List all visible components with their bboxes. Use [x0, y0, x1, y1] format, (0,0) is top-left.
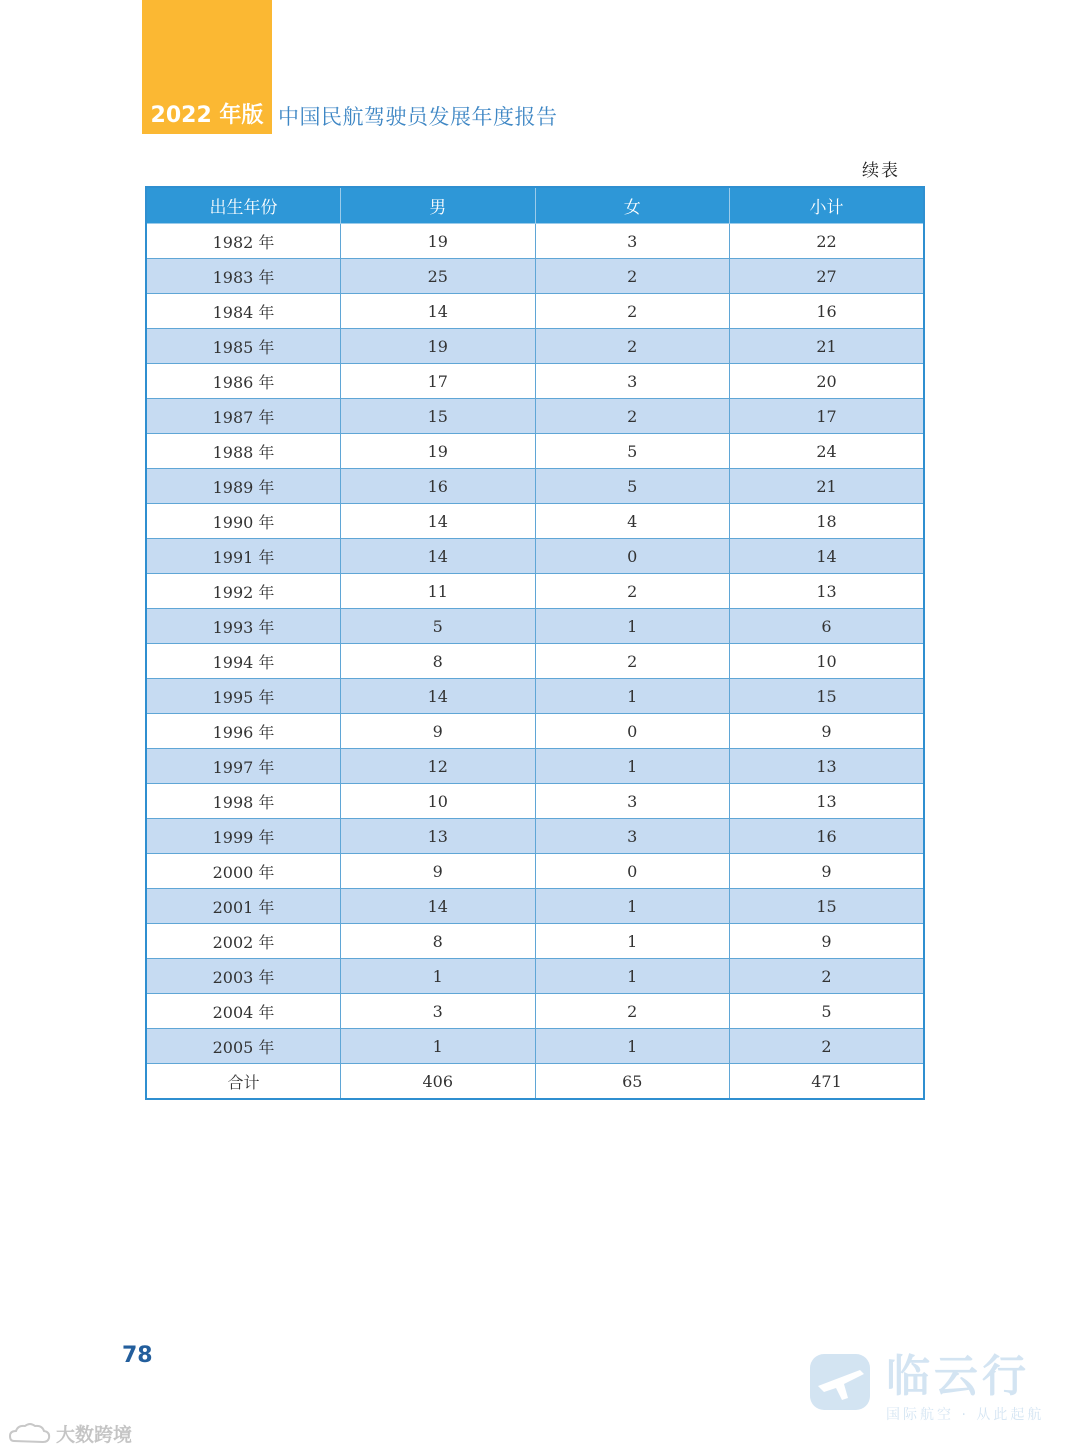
- female-count-cell: 5: [535, 434, 730, 469]
- subtotal-cell: 27: [730, 259, 925, 294]
- male-count-cell: 1: [341, 959, 536, 994]
- table-row: [146, 294, 924, 329]
- male-count-cell: 13: [341, 819, 536, 854]
- male-count-cell: 12: [341, 749, 536, 784]
- table-body: [146, 224, 924, 1100]
- female-count-cell: 65: [535, 1064, 730, 1100]
- subtotal-cell: 9: [730, 924, 925, 959]
- table-total-row: [146, 1064, 924, 1100]
- female-count-cell: 3: [535, 224, 730, 259]
- table-row: [146, 784, 924, 819]
- table-row: [146, 504, 924, 539]
- table-row: [146, 714, 924, 749]
- male-count-cell: 16: [341, 469, 536, 504]
- table-row: [146, 819, 924, 854]
- subtotal-cell: 13: [730, 574, 925, 609]
- subtotal-cell: 15: [730, 679, 925, 714]
- subtotal-cell: 5: [730, 994, 925, 1029]
- table-row: [146, 854, 924, 889]
- birth-year-cell: 2000 年: [146, 854, 341, 889]
- female-count-cell: 0: [535, 714, 730, 749]
- table-row: [146, 224, 924, 259]
- table-row: [146, 644, 924, 679]
- male-count-cell: 25: [341, 259, 536, 294]
- female-count-cell: 5: [535, 469, 730, 504]
- male-count-cell: 19: [341, 329, 536, 364]
- birth-year-cell: 1985 年: [146, 329, 341, 364]
- female-count-cell: 1: [535, 1029, 730, 1064]
- cloud-logo-icon: [8, 1421, 52, 1447]
- male-count-cell: 9: [341, 714, 536, 749]
- birth-year-cell: 1990 年: [146, 504, 341, 539]
- watermark-bottom-left-text: 大数跨境: [56, 1424, 133, 1446]
- subtotal-cell: 17: [730, 399, 925, 434]
- table-row: [146, 539, 924, 574]
- birth-year-cell: 1984 年: [146, 294, 341, 329]
- female-count-cell: 4: [535, 504, 730, 539]
- subtotal-cell: 13: [730, 784, 925, 819]
- column-header-subtotal: 小计: [730, 187, 925, 224]
- birth-year-cell: 1998 年: [146, 784, 341, 819]
- male-count-cell: 15: [341, 399, 536, 434]
- female-count-cell: 1: [535, 679, 730, 714]
- data-table: [145, 186, 925, 1100]
- table-row: [146, 469, 924, 504]
- birth-year-cell: 1994 年: [146, 644, 341, 679]
- airplane-icon: [808, 1352, 872, 1412]
- birth-year-cell: 1999 年: [146, 819, 341, 854]
- birth-year-cell: 1987 年: [146, 399, 341, 434]
- table-row: [146, 889, 924, 924]
- female-count-cell: 0: [535, 854, 730, 889]
- column-header-birth-year: 出生年份: [146, 187, 341, 224]
- male-count-cell: 8: [341, 644, 536, 679]
- birth-year-cell: 2002 年: [146, 924, 341, 959]
- birth-year-cell: 1982 年: [146, 224, 341, 259]
- subtotal-cell: 9: [730, 714, 925, 749]
- male-count-cell: 19: [341, 224, 536, 259]
- continued-label: 续表: [862, 161, 900, 181]
- subtotal-cell: 20: [730, 364, 925, 399]
- column-header-male: 男: [341, 187, 536, 224]
- table-row: [146, 924, 924, 959]
- table-row: [146, 574, 924, 609]
- table-row: [146, 259, 924, 294]
- birth-year-cell: 2004 年: [146, 994, 341, 1029]
- table-row: [146, 609, 924, 644]
- watermark-brand-name: 临云行: [886, 1351, 1030, 1402]
- female-count-cell: 2: [535, 574, 730, 609]
- table-header-row: [146, 187, 924, 224]
- female-count-cell: 1: [535, 609, 730, 644]
- birth-year-cell: 1983 年: [146, 259, 341, 294]
- female-count-cell: 3: [535, 364, 730, 399]
- subtotal-cell: 2: [730, 1029, 925, 1064]
- female-count-cell: 2: [535, 259, 730, 294]
- subtotal-cell: 10: [730, 644, 925, 679]
- table-row: [146, 329, 924, 364]
- male-count-cell: 14: [341, 294, 536, 329]
- table-row: [146, 959, 924, 994]
- watermark-bottom-left: [8, 1420, 132, 1447]
- female-count-cell: 1: [535, 749, 730, 784]
- birth-year-cell: 1993 年: [146, 609, 341, 644]
- table-row: [146, 399, 924, 434]
- subtotal-cell: 24: [730, 434, 925, 469]
- female-count-cell: 3: [535, 784, 730, 819]
- male-count-cell: 14: [341, 889, 536, 924]
- male-count-cell: 10: [341, 784, 536, 819]
- watermark-brand-slogan: 国际航空 · 从此起航: [886, 1407, 1045, 1423]
- subtotal-cell: 471: [730, 1064, 925, 1100]
- subtotal-cell: 13: [730, 749, 925, 784]
- female-count-cell: 2: [535, 329, 730, 364]
- birth-year-cell: 1995 年: [146, 679, 341, 714]
- subtotal-cell: 14: [730, 539, 925, 574]
- male-count-cell: 5: [341, 609, 536, 644]
- birth-year-cell: 1997 年: [146, 749, 341, 784]
- male-count-cell: 3: [341, 994, 536, 1029]
- male-count-cell: 17: [341, 364, 536, 399]
- female-count-cell: 1: [535, 889, 730, 924]
- subtotal-cell: 16: [730, 819, 925, 854]
- birth-year-cell: 1986 年: [146, 364, 341, 399]
- subtotal-cell: 6: [730, 609, 925, 644]
- table-row: [146, 994, 924, 1029]
- report-title: 中国民航驾驶员发展年度报告: [278, 105, 558, 129]
- male-count-cell: 14: [341, 539, 536, 574]
- table-row: [146, 1029, 924, 1064]
- male-count-cell: 14: [341, 679, 536, 714]
- subtotal-cell: 22: [730, 224, 925, 259]
- birth-year-cell: 2001 年: [146, 889, 341, 924]
- female-count-cell: 1: [535, 959, 730, 994]
- male-count-cell: 1: [341, 1029, 536, 1064]
- female-count-cell: 2: [535, 399, 730, 434]
- birth-year-cell: 合计: [146, 1064, 341, 1100]
- column-header-female: 女: [535, 187, 730, 224]
- subtotal-cell: 21: [730, 329, 925, 364]
- female-count-cell: 3: [535, 819, 730, 854]
- female-count-cell: 2: [535, 644, 730, 679]
- table-row: [146, 434, 924, 469]
- male-count-cell: 11: [341, 574, 536, 609]
- birth-year-cell: 2003 年: [146, 959, 341, 994]
- birth-year-cell: 1992 年: [146, 574, 341, 609]
- birth-year-cell: 1996 年: [146, 714, 341, 749]
- table-row: [146, 679, 924, 714]
- table-row: [146, 749, 924, 784]
- male-count-cell: 406: [341, 1064, 536, 1100]
- male-count-cell: 19: [341, 434, 536, 469]
- male-count-cell: 14: [341, 504, 536, 539]
- female-count-cell: 1: [535, 924, 730, 959]
- watermark-bottom-right: [808, 1340, 1044, 1424]
- male-count-cell: 8: [341, 924, 536, 959]
- birth-year-cell: 2005 年: [146, 1029, 341, 1064]
- female-count-cell: 2: [535, 294, 730, 329]
- subtotal-cell: 16: [730, 294, 925, 329]
- female-count-cell: 0: [535, 539, 730, 574]
- page-number: 78: [122, 1343, 153, 1368]
- birth-year-cell: 1991 年: [146, 539, 341, 574]
- subtotal-cell: 9: [730, 854, 925, 889]
- female-count-cell: 2: [535, 994, 730, 1029]
- edition-year-label: 2022 年版: [150, 103, 264, 128]
- table-row: [146, 364, 924, 399]
- subtotal-cell: 21: [730, 469, 925, 504]
- male-count-cell: 9: [341, 854, 536, 889]
- subtotal-cell: 18: [730, 504, 925, 539]
- birth-year-cell: 1988 年: [146, 434, 341, 469]
- subtotal-cell: 15: [730, 889, 925, 924]
- birth-year-cell: 1989 年: [146, 469, 341, 504]
- subtotal-cell: 2: [730, 959, 925, 994]
